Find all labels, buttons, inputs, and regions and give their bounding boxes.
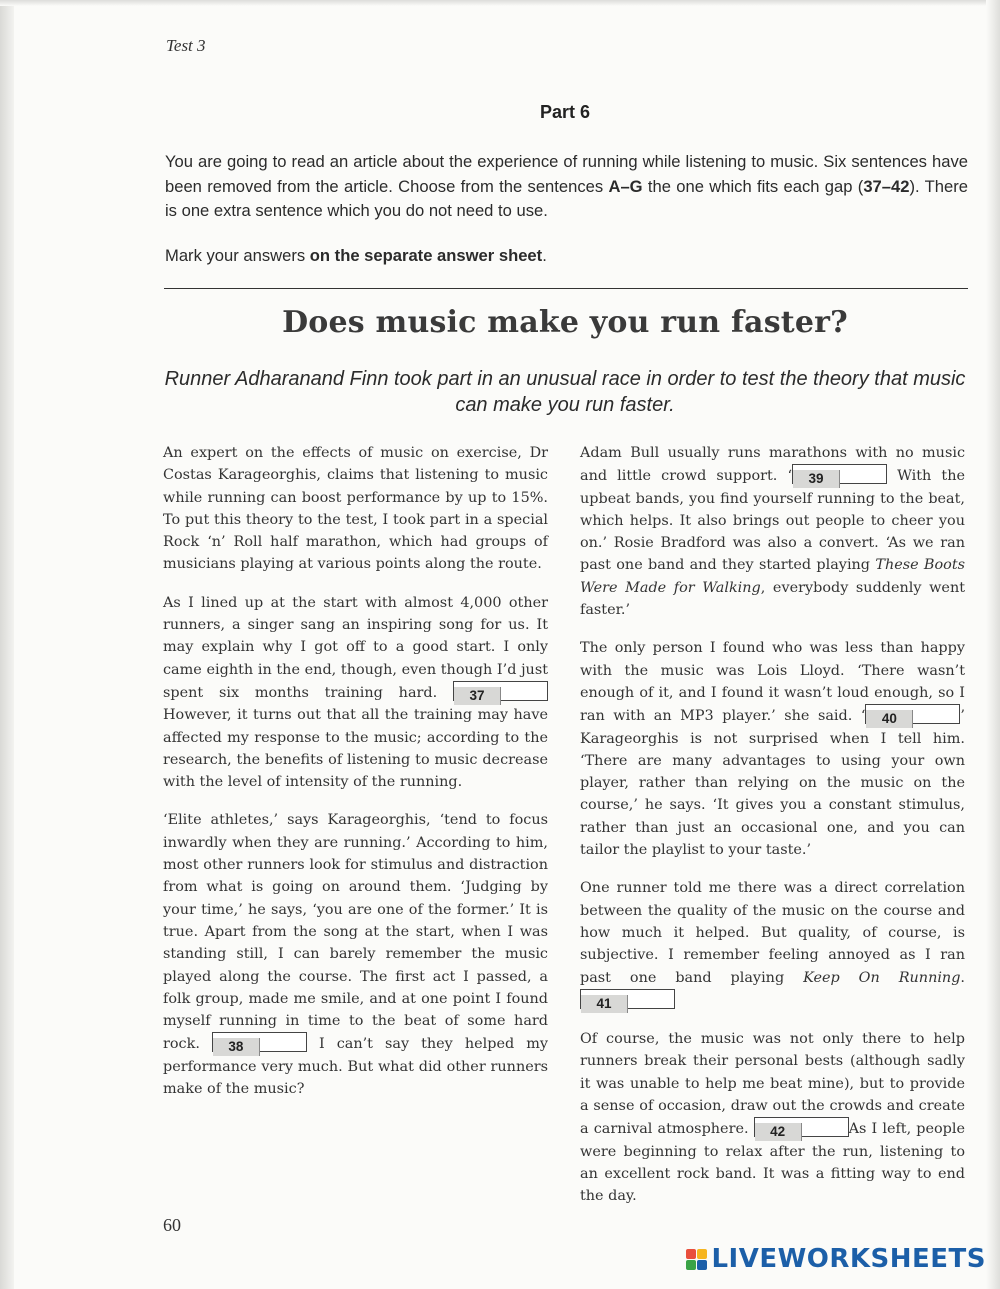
- gap-39-input[interactable]: 39: [792, 464, 887, 484]
- gap-42-input[interactable]: 42: [754, 1117, 849, 1137]
- gap-40-input[interactable]: 40: [865, 704, 960, 724]
- gap-41-input[interactable]: 41: [580, 989, 675, 1009]
- article-subtitle: Runner Adharanand Finn took part in an unusual race in order to test the theory that music can make you run faster.: [164, 368, 966, 416]
- paragraph: Of course, the music was not only there to help runners break their personal bests (although sadly it was unable to help me beat mine), but to provide a sense of occasion, draw out the crowds and create a carnival atmosphere. 42 As I left, people were beginning to relax after the run, listening to an excellent rock band. It was a fitting way to end the day.: [580, 1031, 965, 1205]
- mark-answers-note: Mark your answers on the separate answer sheet.: [165, 246, 547, 265]
- liveworksheets-icon: [686, 1249, 707, 1270]
- paragraph: One runner told me there was a direct correlation between the quality of the music on the course and how much it helped. But quality, of course, is subjective. I remember feeling annoyed as I ran past one band playing Keep On Running. 41: [580, 880, 965, 1011]
- article-title: Does music make you run faster?: [282, 305, 848, 340]
- scan-edge: [0, 0, 1000, 6]
- divider: [164, 288, 968, 289]
- article-column-left: [163, 442, 548, 1116]
- liveworksheets-logo: LIVEWORKSHEETS: [686, 1244, 986, 1274]
- page-number: 60: [163, 1215, 181, 1235]
- part-title: Part 6: [539, 102, 591, 122]
- scan-edge: [986, 0, 1000, 1289]
- paragraph: An expert on the effects of music on exercise, Dr Costas Karageorghis, claims that listening to music while running can boost performance by up to 15%. To put this theory to the test, I took part in a special Rock ‘n’ Roll half marathon, which had groups of musicians playing at various points along the route.: [163, 445, 548, 573]
- paragraph: Adam Bull usually runs marathons with no music and little crowd support. ‘ 39 With the upbeat bands, you find yourself running to the beat, which helps. It also brings out people to cheer you on.’ Rosie Bradford was also a convert. ‘As we ran past one band and they started playing These Boots Were Made for Walking, everybody suddenly went faster.’: [580, 445, 966, 619]
- instructions: You are going to read an article about the experience of running while listening to music. Six sentences have been removed from the article. Choose from the sentences A–G the one which fits each gap (37–42). There is one extra sentence which you do not need to use.: [165, 152, 968, 220]
- gap-37-input[interactable]: 37: [453, 681, 548, 701]
- article-column-right: [580, 442, 965, 1224]
- paragraph: ‘Elite athletes,’ says Karageorghis, ‘tend to focus inwardly when they are running.’ According to him, most other runners look for stimulus and distraction from what is going on around them. ‘Judging by your time,’ he says, ‘you are one of the former.’ It is true. Apart from the song at the start, when I was standing still, I can barely remember the music played along the course. The first act I passed, a folk group, made me smile, and at one point I found myself running in time to the beat of some hard rock. 38 I can’t say they helped my performance very much. But what did other runners make of the music?: [163, 812, 548, 1098]
- scan-edge: [0, 0, 14, 1289]
- test-label: Test 3: [166, 36, 206, 55]
- gap-38-input[interactable]: 38: [212, 1032, 307, 1052]
- paragraph: As I lined up at the start with almost 4,000 other runners, a singer sang an inspiring song for us. It may explain why I got off to a good start. I only came eighth in the end, though, even though I’d just spent six months training hard. 37 However, it turns out that all the training may have affected my response to the music; according to the research, the benefits of listening to music decrease with the level of intensity of the running.: [163, 594, 548, 791]
- paragraph: The only person I found who was less than happy with the music was Lois Lloyd. ‘There wasn’t enough of it, and I found it wasn’t loud enough, so I ran with an MP3 player.’ she said. ‘ 40 ’ Karageorghis is not surprised when I tell him. ‘There are many advantages to using your own player, rather than relying on the music on the course,’ he says. ‘It gives you a constant stimulus, rather than just an occasional one, and you can tailor the playlist to your taste.’: [580, 640, 965, 859]
